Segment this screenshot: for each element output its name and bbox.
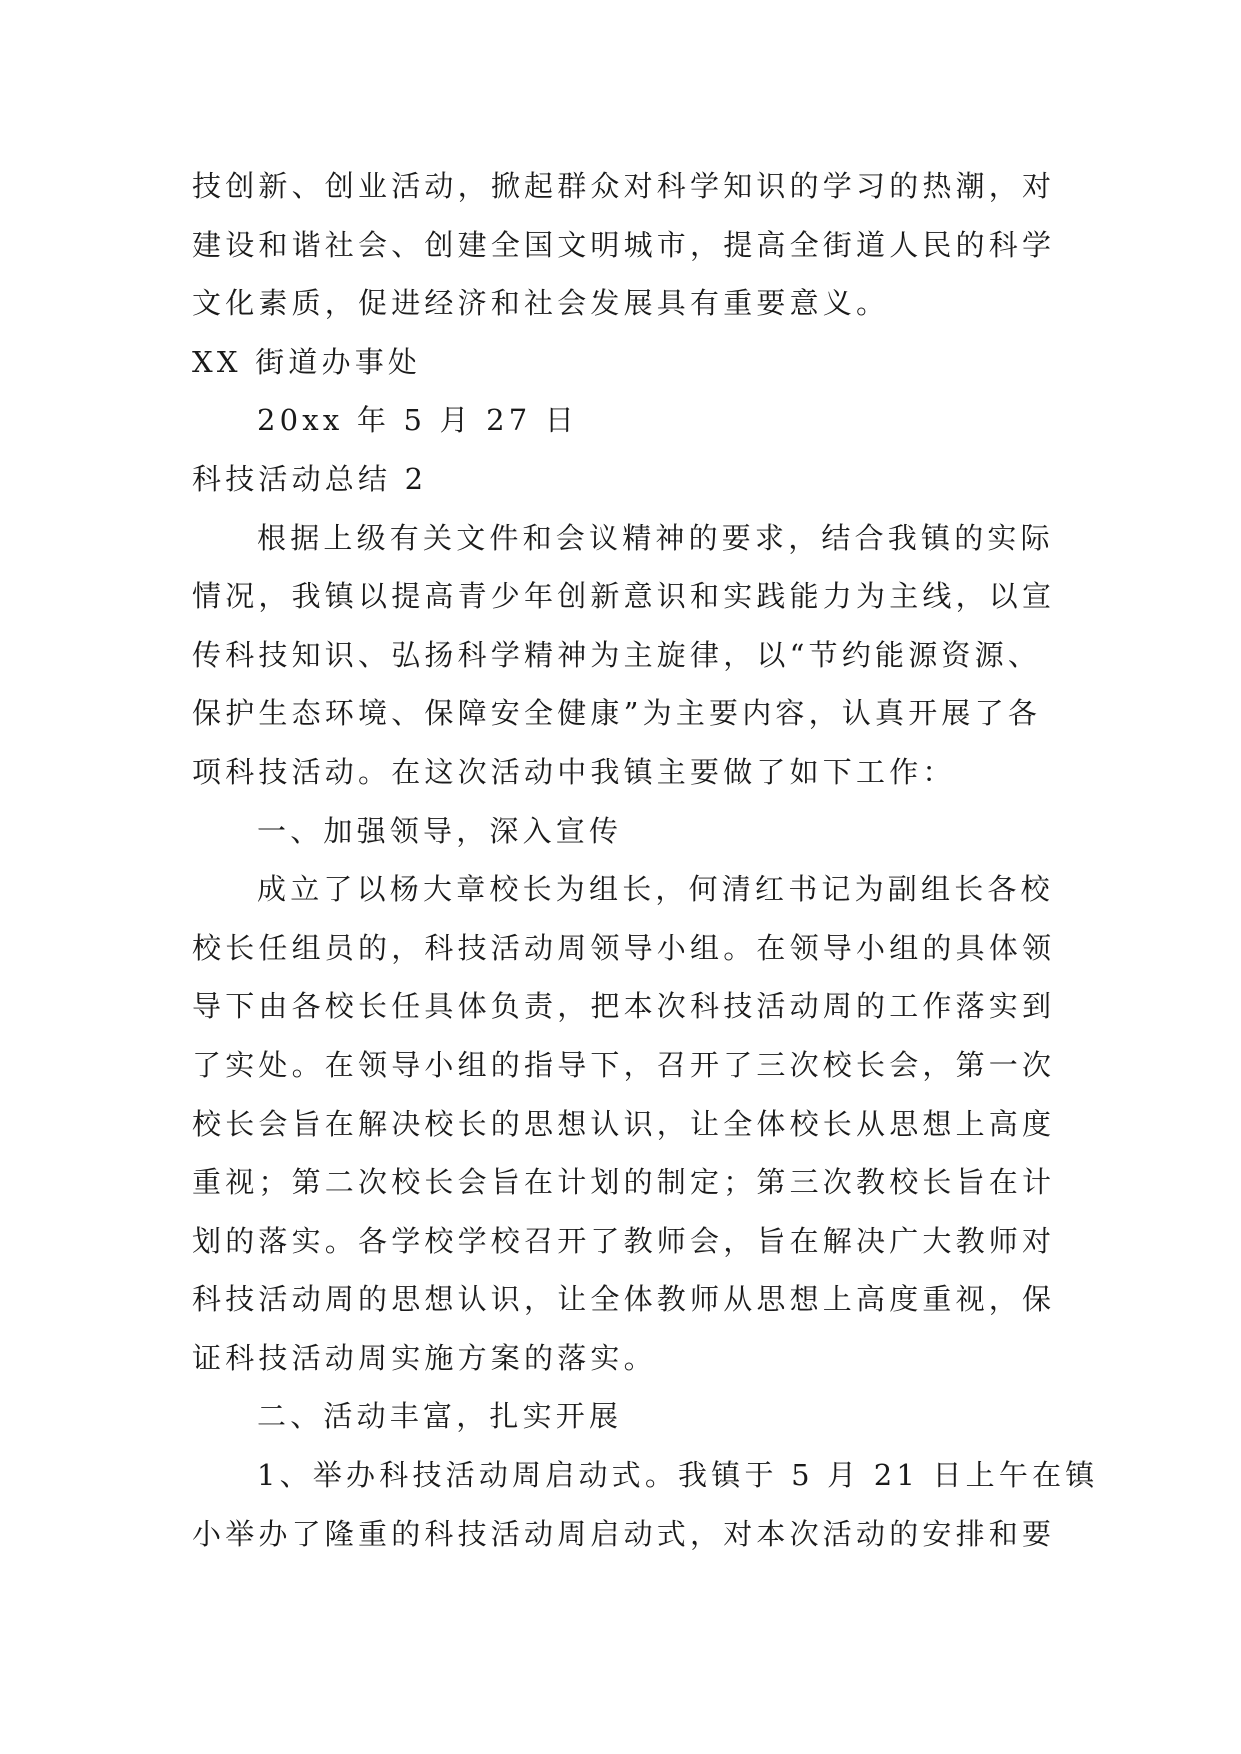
text-line: 传科技知识、弘扬科学精神为主旋律，以“节约能源资源、 xyxy=(192,637,1042,672)
text-line: 导下由各校长任具体负责，把本次科技活动周的工作落实到 xyxy=(192,989,1056,1024)
text-line: 校长任组员的，科技活动周领导小组。在领导小组的具体领 xyxy=(192,930,1056,965)
signature-date: 20xx 年 5 月 27 日 xyxy=(257,403,579,438)
text-line: 了实处。在领导小组的指导下，召开了三次校长会，第一次 xyxy=(192,1047,1056,1082)
text-line: 保护生态环境、保障安全健康”为主要内容，认真开展了各 xyxy=(192,696,1042,731)
text-line: 证科技活动周实施方案的落实。 xyxy=(192,1340,657,1375)
document-body xyxy=(192,157,1099,1563)
text-line: 文化素质，促进经济和社会发展具有重要意义。 xyxy=(192,286,890,321)
text-line: 划的落实。各学校学校召开了教师会，旨在解决广大教师对 xyxy=(192,1223,1056,1258)
subheading: 一、加强领导，深入宣传 xyxy=(257,813,623,848)
text-line: 小举办了隆重的科技活动周启动式，对本次活动的安排和要 xyxy=(192,1516,1056,1551)
text-line: 1、举办科技活动周启动式。我镇于 5 月 21 日上午在镇 xyxy=(257,1458,1099,1493)
text-line: 根据上级有关文件和会议精神的要求，结合我镇的实际 xyxy=(257,520,1054,555)
section-title: 科技活动总结 2 xyxy=(192,461,428,496)
text-line: 项科技活动。在这次活动中我镇主要做了如下工作： xyxy=(192,754,956,789)
text-line: 情况，我镇以提高青少年创新意识和实践能力为主线，以宣 xyxy=(192,579,1056,614)
text-line: 校长会旨在解决校长的思想认识，让全体校长从思想上高度 xyxy=(192,1106,1056,1141)
text-line: 科技活动周的思想认识，让全体教师从思想上高度重视，保 xyxy=(192,1282,1056,1317)
subheading: 二、活动丰富，扎实开展 xyxy=(257,1399,623,1434)
text-line: 重视；第二次校长会旨在计划的制定；第三次教校长旨在计 xyxy=(192,1165,1056,1200)
text-line: 成立了以杨大章校长为组长，何清红书记为副组长各校 xyxy=(257,872,1054,907)
signature-office: XX 街道办事处 xyxy=(192,344,422,379)
text-line: 建设和谐社会、创建全国文明城市，提高全街道人民的科学 xyxy=(192,227,1056,262)
text-line: 技创新、创业活动，掀起群众对科学知识的学习的热潮，对 xyxy=(192,169,1056,203)
